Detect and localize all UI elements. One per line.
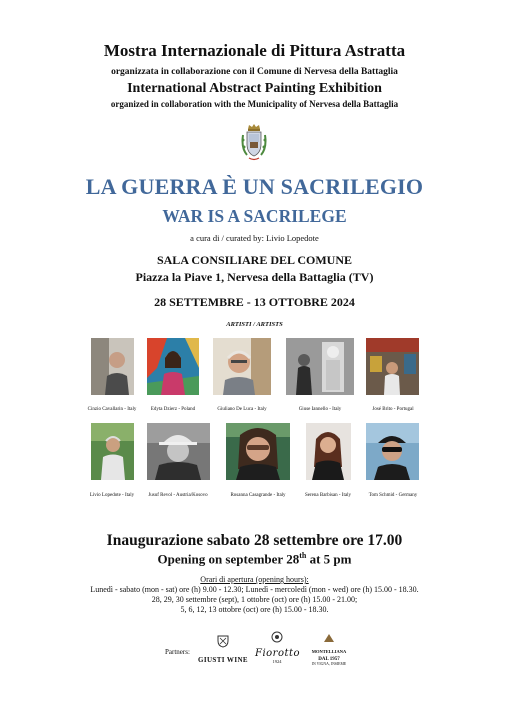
- artist-photo-lopedote: [91, 423, 134, 480]
- artist-caption: Rosanna Casagrande - Italy: [230, 493, 286, 498]
- opening-english-time: at 5 pm: [306, 551, 352, 567]
- artist-caption: Cinzio Cavallarin - Italy: [87, 407, 137, 412]
- artist-caption: Giuse Iannello - Italy: [298, 407, 342, 412]
- opening-english-text: Opening on september 28: [157, 551, 300, 567]
- giusti-crest-icon: [216, 634, 230, 648]
- giusti-wine-logo: [198, 634, 248, 664]
- montelliana-tagline: IN VIGNA, INSIEME: [311, 662, 347, 666]
- title-italian: Mostra Internazionale di Pittura Astratta: [103, 41, 406, 60]
- venue-address: Piazza la Piave 1, Nervesa della Battaglia (TV): [135, 270, 374, 284]
- artist-photo-schmid: [366, 423, 419, 480]
- artist-caption: José Brito - Portugal: [372, 407, 414, 412]
- subtitle-english: organized in collaboration with the Municipality of Nervesa della Battaglia: [110, 99, 399, 109]
- hours-heading: Orari di apertura (opening hours):: [200, 575, 309, 584]
- artist-photo-de-luca: [213, 338, 271, 395]
- artist-photo-casagrande: [226, 423, 290, 480]
- montelliana-name: MONTELLIANA: [311, 649, 347, 654]
- artist-caption: Giuliano De Luca - Italy: [217, 407, 267, 412]
- hours-line: Lunedì - sabato (mon - sat) ore (h) 9.00 - 12.30; Lunedì - mercoledì (mon - wed) ore (h) 15.00 - 18.30.: [90, 585, 419, 594]
- opening-english-sup: th: [299, 551, 307, 560]
- hours-line: 5, 6, 12, 13 ottobre (oct) ore (h) 15.00 - 18.30.: [180, 605, 329, 614]
- artist-photo-revol: [147, 423, 210, 480]
- fiorotto-logo: [255, 630, 299, 664]
- artist-photo-brito: [366, 338, 419, 395]
- municipal-crest-icon: [239, 122, 269, 162]
- artist-caption: Tom Schmid - Germany: [368, 493, 418, 498]
- fiorotto-year: 1924: [272, 659, 282, 664]
- artist-photo-cavallarin: [91, 338, 134, 395]
- fiorotto-name: Fiorotto: [255, 648, 301, 659]
- opening-italian: Inaugurazione sabato 28 settembre ore 17.00: [106, 532, 403, 549]
- artist-photo-barbisan: [306, 423, 351, 480]
- title-english: International Abstract Painting Exhibition: [127, 81, 382, 96]
- artist-photo-iannello: [286, 338, 354, 395]
- venue-name: SALA CONSILIARE DEL COMUNE: [156, 253, 353, 267]
- exhibition-dates: 28 SETTEMBRE - 13 OTTOBRE 2024: [154, 295, 355, 309]
- montelliana-emblem-icon: [323, 633, 335, 643]
- subtitle-italian: organizzata in collaborazione con il Comune di Nervesa della Battaglia: [111, 67, 398, 77]
- partners-label: Partners:: [165, 648, 190, 656]
- opening-english: [0, 551, 509, 567]
- artist-caption: Jusuf Revol - Austria/Kosovo: [148, 493, 208, 498]
- artist-caption: Livio Lopedote - Italy: [89, 493, 135, 498]
- curator-credit: a cura di / curated by: Livio Lopedote: [190, 233, 319, 243]
- giusti-wine-name: GIUSTI WINE: [198, 656, 248, 664]
- montelliana-logo: [305, 630, 353, 666]
- artist-caption: Edyta Dzierz - Poland: [150, 407, 196, 412]
- montelliana-since: DAL 1957: [318, 657, 340, 662]
- artist-photo-dzierz: [147, 338, 199, 395]
- exhibition-title-italian: LA GUERRA È UN SACRILEGIO: [85, 174, 424, 199]
- exhibition-title-english: WAR IS A SACRILEGE: [162, 206, 347, 226]
- artists-heading: ARTISTI / ARTISTS: [226, 321, 283, 328]
- hours-line: 28, 29, 30 settembre (sept), 1 ottobre (oct) ore (h) 15.00 - 21.00;: [151, 595, 358, 604]
- artist-caption: Serena Barbisan - Italy: [305, 493, 351, 498]
- fiorotto-emblem-icon: [271, 631, 283, 643]
